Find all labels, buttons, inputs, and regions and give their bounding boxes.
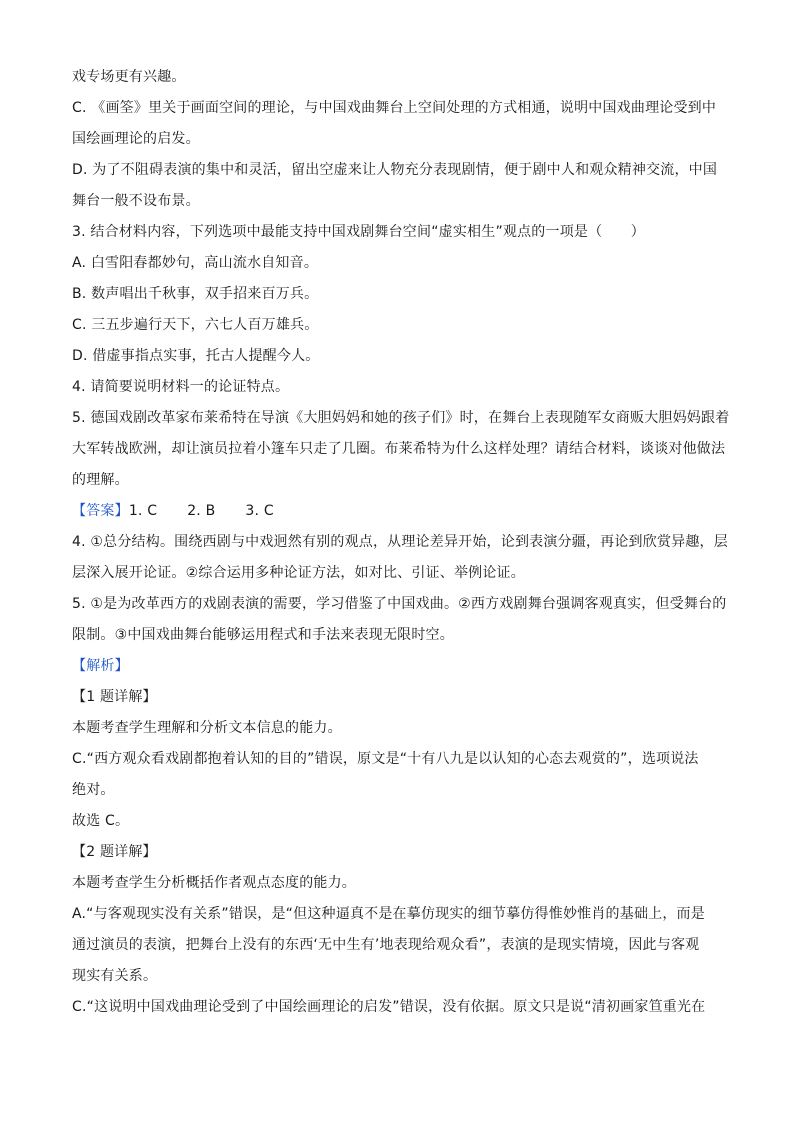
- paragraph-line: A.“与客观现实没有关系”错误，是“但这种逼真不是在摹仿现实的细节摹仿得惟妙惟肖的基础上，而是: [72, 906, 705, 922]
- paragraph-line: 国绘画理论的启发。: [72, 131, 200, 147]
- paragraph-line: C.“西方观众看戏剧都抱着认知的目的”错误，原文是“十有八九是以认知的心态去观赏的”，选项说法: [72, 751, 699, 767]
- answer-q3: 3. C: [245, 503, 274, 519]
- question-3: 3. 结合材料内容，下列选项中最能支持中国戏剧舞台空间“虚实相生”观点的一项是（ ）: [72, 224, 645, 240]
- question-4: 4. 请简要说明材料一的论证特点。: [72, 379, 290, 395]
- paragraph-line: 的理解。: [72, 472, 129, 488]
- question-3-option-a: A. 白雪阳春都妙句，高山流水自知音。: [72, 255, 319, 271]
- document-body: [72, 62, 730, 1023]
- paragraph-line: 限制。③中国戏曲舞台能够运用程式和手法来表现无限时空。: [72, 627, 454, 643]
- option-d-line: D. 为了不阻碍表演的集中和灵活，留出空虚来让人物充分表现剧情，便于剧中人和观众精神交流，中国: [72, 162, 718, 178]
- paragraph-line: 现实有关系。: [72, 968, 158, 984]
- question-3-option-b: B. 数声唱出千秋事，双手招来百万兵。: [72, 286, 319, 302]
- paragraph-line: 绝对。: [72, 782, 115, 798]
- question-3-option-c: C. 三五步遍行天下，六七人百万雄兵。: [72, 317, 319, 333]
- paragraph-line: C.“这说明中国戏曲理论受到了中国绘画理论的启发”错误，没有依据。原文只是说“清初画家笪重光在: [72, 999, 706, 1015]
- paragraph-line: 戏专场更有兴趣。: [72, 69, 186, 85]
- question-5: 5. 德国戏剧改革家布莱希特在导演《大胆妈妈和她的孩子们》时，在舞台上表现随军女商贩大胆妈妈跟着: [72, 410, 730, 426]
- paragraph-line: 本题考查学生理解和分析文本信息的能力。: [72, 720, 342, 736]
- answer-line: [72, 496, 724, 527]
- answer-q2: 2. B: [187, 503, 216, 519]
- detail-1-heading: 【1 题详解】: [72, 689, 157, 705]
- paragraph-line: 通过演员的表演，把舞台上没有的东西‘无中生有’地表现给观众看”，表演的是现实情境，因此与客观: [72, 937, 700, 953]
- paragraph-line: 本题考查学生分析概括作者观点态度的能力。: [72, 875, 356, 891]
- answer-5-line: 5. ①是为改革西方的戏剧表演的需要，学习借鉴了中国戏曲。②西方戏剧舞台强调客观真实，但受舞台的: [72, 596, 727, 612]
- answer-tag: 【答案】: [72, 503, 129, 519]
- paragraph-line: 大军转战欧洲，却让演员拉着小篷车只走了几圈。布莱希特为什么这样处理？请结合材料，谈谈对他做法: [72, 441, 726, 457]
- answer-q1: 1. C: [128, 503, 158, 519]
- paragraph-line: 故选 C。: [72, 813, 130, 829]
- analysis-tag: 【解析】: [72, 658, 129, 674]
- paragraph-line: 舞台一般不设布景。: [72, 193, 200, 209]
- answer-4-line: 4. ①总分结构。围绕西剧与中戏迥然有别的观点，从理论差异开始，论到表演分疆，再论到欣赏异趣，层: [72, 534, 728, 550]
- option-c-line: C. 《画筌》里关于画面空间的理论，与中国戏曲舞台上空间处理的方式相通，说明中国戏曲理论受到中: [72, 100, 717, 116]
- question-3-option-d: D. 借虚事指点实事，托古人提醒今人。: [72, 348, 320, 364]
- detail-2-heading: 【2 题详解】: [72, 844, 157, 860]
- paragraph-line: 层深入展开论证。②综合运用多种论证方法，如对比、引证、举例论证。: [72, 565, 525, 581]
